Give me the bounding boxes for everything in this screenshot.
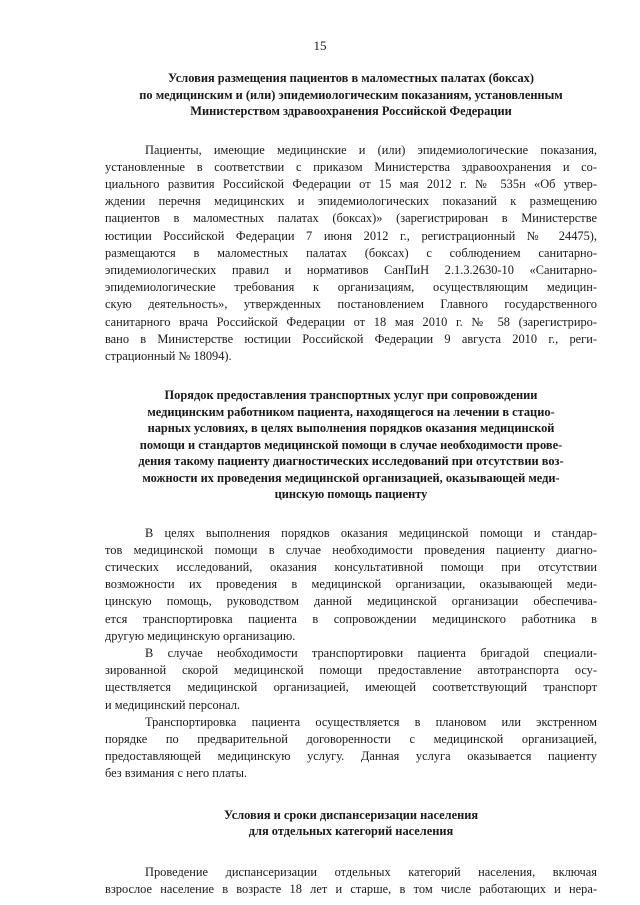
text-line: Транспортировка пациента осуществляется в плановом или экстренном <box>145 714 597 729</box>
text-line: размещаются в маломестных палатах (боксах) с соблюдением санитарно- <box>105 245 597 260</box>
heading-line: дения такому пациенту диагностических исследований при отсутствии воз- <box>138 454 564 469</box>
text-line: и медицинский персонал. <box>105 697 241 712</box>
heading-line: цинскую помощь пациенту <box>274 487 428 502</box>
text-line: другую медицинскую организацию. <box>105 628 296 643</box>
text-line: страционный № 18094). <box>105 348 232 363</box>
text-line: тов медицинской помощи в случае необходимости проведения пациенту диагно- <box>105 542 597 557</box>
text-line: зированной скорой медицинской помощи предоставление автотранспорта осу- <box>105 663 597 678</box>
heading-line: Порядок предоставления транспортных услуг при сопровождении <box>164 388 538 403</box>
heading-line: можности их проведения медицинской организацией, оказывающей меди- <box>142 470 560 485</box>
text-line: В случае необходимости транспортировки пациента бригадой специали- <box>145 646 597 661</box>
paragraph-patient-placement <box>105 142 597 366</box>
heading-line: по медицинским и (или) эпидемиологическим показаниям, установленным <box>139 87 563 102</box>
text-line: порядке по предварительной договоренности с медицинской организацией, <box>105 732 597 747</box>
text-line: возможности их проведения в медицинской организации, оказывающей меди- <box>105 577 597 592</box>
heading-line: медицинским работником пациента, находящегося на лечении в стацио- <box>147 404 555 419</box>
section-heading-patient-placement <box>105 70 597 120</box>
text-line: В целях выполнения порядков оказания медицинской помощи и стандар- <box>145 525 597 540</box>
heading-line: Министерством здравоохранения Российской Федерации <box>190 104 512 118</box>
text-line: эпидемиологических правил и нормативов СанПиН 2.1.3.2630-10 «Санитарно- <box>105 262 597 277</box>
text-line: Пациенты, имеющие медицинские и (или) эпидемиологические показания, <box>145 142 597 157</box>
text-line: санитарного врача Российской Федерации от 18 мая 2010 г. № 58 (зарегистриро- <box>105 314 597 329</box>
paragraph-transport-purpose <box>105 525 597 645</box>
text-line: установленные в соответствии с приказом Министерства здравоохранения и со- <box>105 159 597 174</box>
heading-line: Условия размещения пациентов в маломестных палатах (боксах) <box>168 71 534 85</box>
text-line: ется транспортировка пациента в сопровождении медицинского работника в <box>105 611 597 626</box>
text-line: вано в Министерстве юстиции Российской Федерации 9 августа 2010 г., реги- <box>105 331 597 346</box>
heading-line: нарных условиях, в целях выполнения порядков оказания медицинской <box>147 421 555 436</box>
text-line: эпидемиологические требования к организациям, осуществляющим медицин- <box>105 280 597 295</box>
text-line: цинскую помощь, руководством данной медицинской организации обеспечива- <box>105 594 597 609</box>
page-number: 15 <box>313 38 327 53</box>
text-line: циального развития Российской Федерации от 15 мая 2012 г. № 535н «Об утвер- <box>105 176 597 191</box>
text-line: Проведение диспансеризации отдельных категорий населения, включая <box>145 864 597 879</box>
heading-line: помощи и стандартов медицинской помощи в случае необходимости прове- <box>139 437 563 452</box>
section-heading-dispensary <box>105 807 597 840</box>
section-heading-transport-services <box>105 387 597 503</box>
text-line: ществляется медицинской организацией, имеющей соответствующий транспорт <box>105 680 597 695</box>
text-line: без взимания с него платы. <box>105 766 248 781</box>
text-line: пациентов в маломестных палатах (боксах)» (зарегистрирован в Министерстве <box>105 211 597 226</box>
paragraph-ambulance-transport <box>105 645 597 714</box>
text-line: предоставляющей медицинскую услугу. Данная услуга оказывается пациенту <box>105 749 597 764</box>
text-line: юстиции Российской Федерации 7 июня 2012 г., регистрационный № 24475), <box>105 228 597 243</box>
paragraph-dispensary <box>105 864 597 898</box>
paragraph-transport-order <box>105 714 597 783</box>
text-line: скую деятельность», утвержденных постановлением Главного государственного <box>105 297 597 312</box>
heading-line: Условия и сроки диспансеризации населения <box>223 807 479 822</box>
text-line: ждении перечня медицинских и эпидемиологических показаний к размещению <box>105 194 597 209</box>
document-content <box>105 70 597 898</box>
text-line: стических исследований, оказания консультативной помощи при отсутствии <box>105 560 597 575</box>
text-line: взрослое население в возрасте 18 лет и старше, в том числе работающих и нера- <box>105 881 597 896</box>
heading-line: для отдельных категорий населения <box>248 824 454 839</box>
